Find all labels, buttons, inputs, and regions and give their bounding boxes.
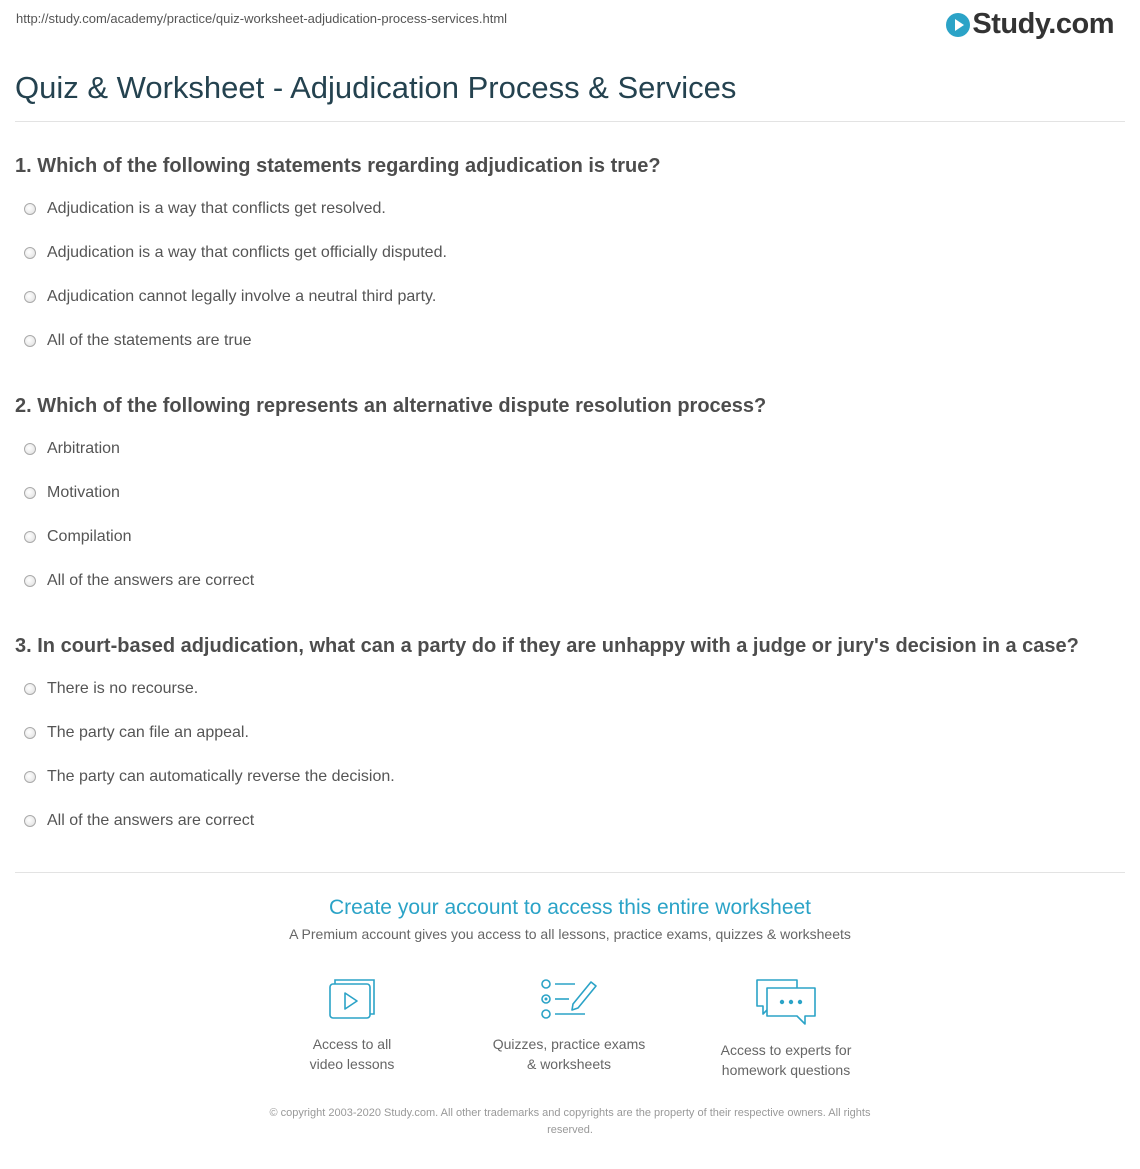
radio-button[interactable] [24,291,36,303]
answer-label: Motivation [47,484,120,501]
question-2: 2. Which of the following represents an alternative dispute resolution process? [15,395,767,417]
video-lessons-icon [326,976,378,1022]
cta-subtitle: A Premium account gives you access to all lessons, practice exams, quizzes & worksheets [289,926,851,942]
feature-video-lessons [252,976,452,1074]
copyright-line1: © copyright 2003-2020 Study.com. All other trademarks and copyrights are the property of their respective owners. All rights [269,1107,871,1119]
copyright-notice [215,1105,925,1139]
create-account-link[interactable]: Create your account to access this entire worksheet [328,896,812,919]
answer-label: Adjudication cannot legally involve a neutral third party. [47,288,437,305]
answer-label: Adjudication is a way that conflicts get officially disputed. [47,244,447,261]
answer-label: Arbitration [47,440,120,457]
play-logo-icon [946,13,970,37]
answer-label: Compilation [47,528,132,545]
feature-label-line2: homework questions [721,1062,851,1078]
page-title: Quiz & Worksheet - Adjudication Process & Services [15,70,737,105]
answer-label: All of the answers are correct [47,572,255,589]
chat-bubbles-icon [753,976,819,1028]
answer-label: The party can file an appeal. [47,724,249,741]
feature-label-line1: Access to all [312,1036,392,1052]
radio-button[interactable] [24,247,36,259]
answer-option[interactable] [24,332,252,350]
radio-button[interactable] [24,771,36,783]
answer-option[interactable] [24,200,386,218]
section-divider [15,872,1125,873]
radio-button[interactable] [24,727,36,739]
answer-label: All of the answers are correct [47,812,255,829]
answer-option[interactable] [24,484,120,502]
answer-label: There is no recourse. [47,680,199,697]
answer-option[interactable] [24,724,249,742]
radio-button[interactable] [24,335,36,347]
radio-button[interactable] [24,443,36,455]
feature-experts [686,976,886,1080]
study-logo[interactable] [946,8,1114,41]
answer-label: The party can automatically reverse the decision. [47,768,395,785]
answer-option[interactable] [24,440,120,458]
feature-label-line2: video lessons [309,1056,395,1072]
radio-button[interactable] [24,203,36,215]
answer-option[interactable] [24,288,436,306]
radio-button[interactable] [24,815,36,827]
answer-label: Adjudication is a way that conflicts get resolved. [47,200,386,217]
title-divider [15,121,1125,122]
copyright-line2: reserved. [547,1124,593,1136]
answer-option[interactable] [24,528,131,546]
answer-option[interactable] [24,244,447,262]
question-3: 3. In court-based adjudication, what can a party do if they are unhappy with a judge or jury's decision in a case? [15,635,1079,657]
feature-label-line1: Access to experts for [720,1042,852,1058]
radio-button[interactable] [24,487,36,499]
feature-quizzes [469,976,669,1074]
answer-label: All of the statements are true [47,332,252,349]
answer-option[interactable] [24,572,254,590]
answer-option[interactable] [24,680,198,698]
logo-text: Study.com [972,8,1114,40]
radio-button[interactable] [24,531,36,543]
radio-button[interactable] [24,683,36,695]
question-1: 1. Which of the following statements regarding adjudication is true? [15,155,661,177]
feature-label-line1: Quizzes, practice exams [492,1036,646,1052]
answer-option[interactable] [24,768,395,786]
radio-button[interactable] [24,575,36,587]
page-url: http://study.com/academy/practice/quiz-worksheet-adjudication-process-services.html [16,11,508,26]
feature-label-line2: & worksheets [526,1056,612,1072]
quiz-checklist-icon [539,976,599,1022]
answer-option[interactable] [24,812,254,830]
